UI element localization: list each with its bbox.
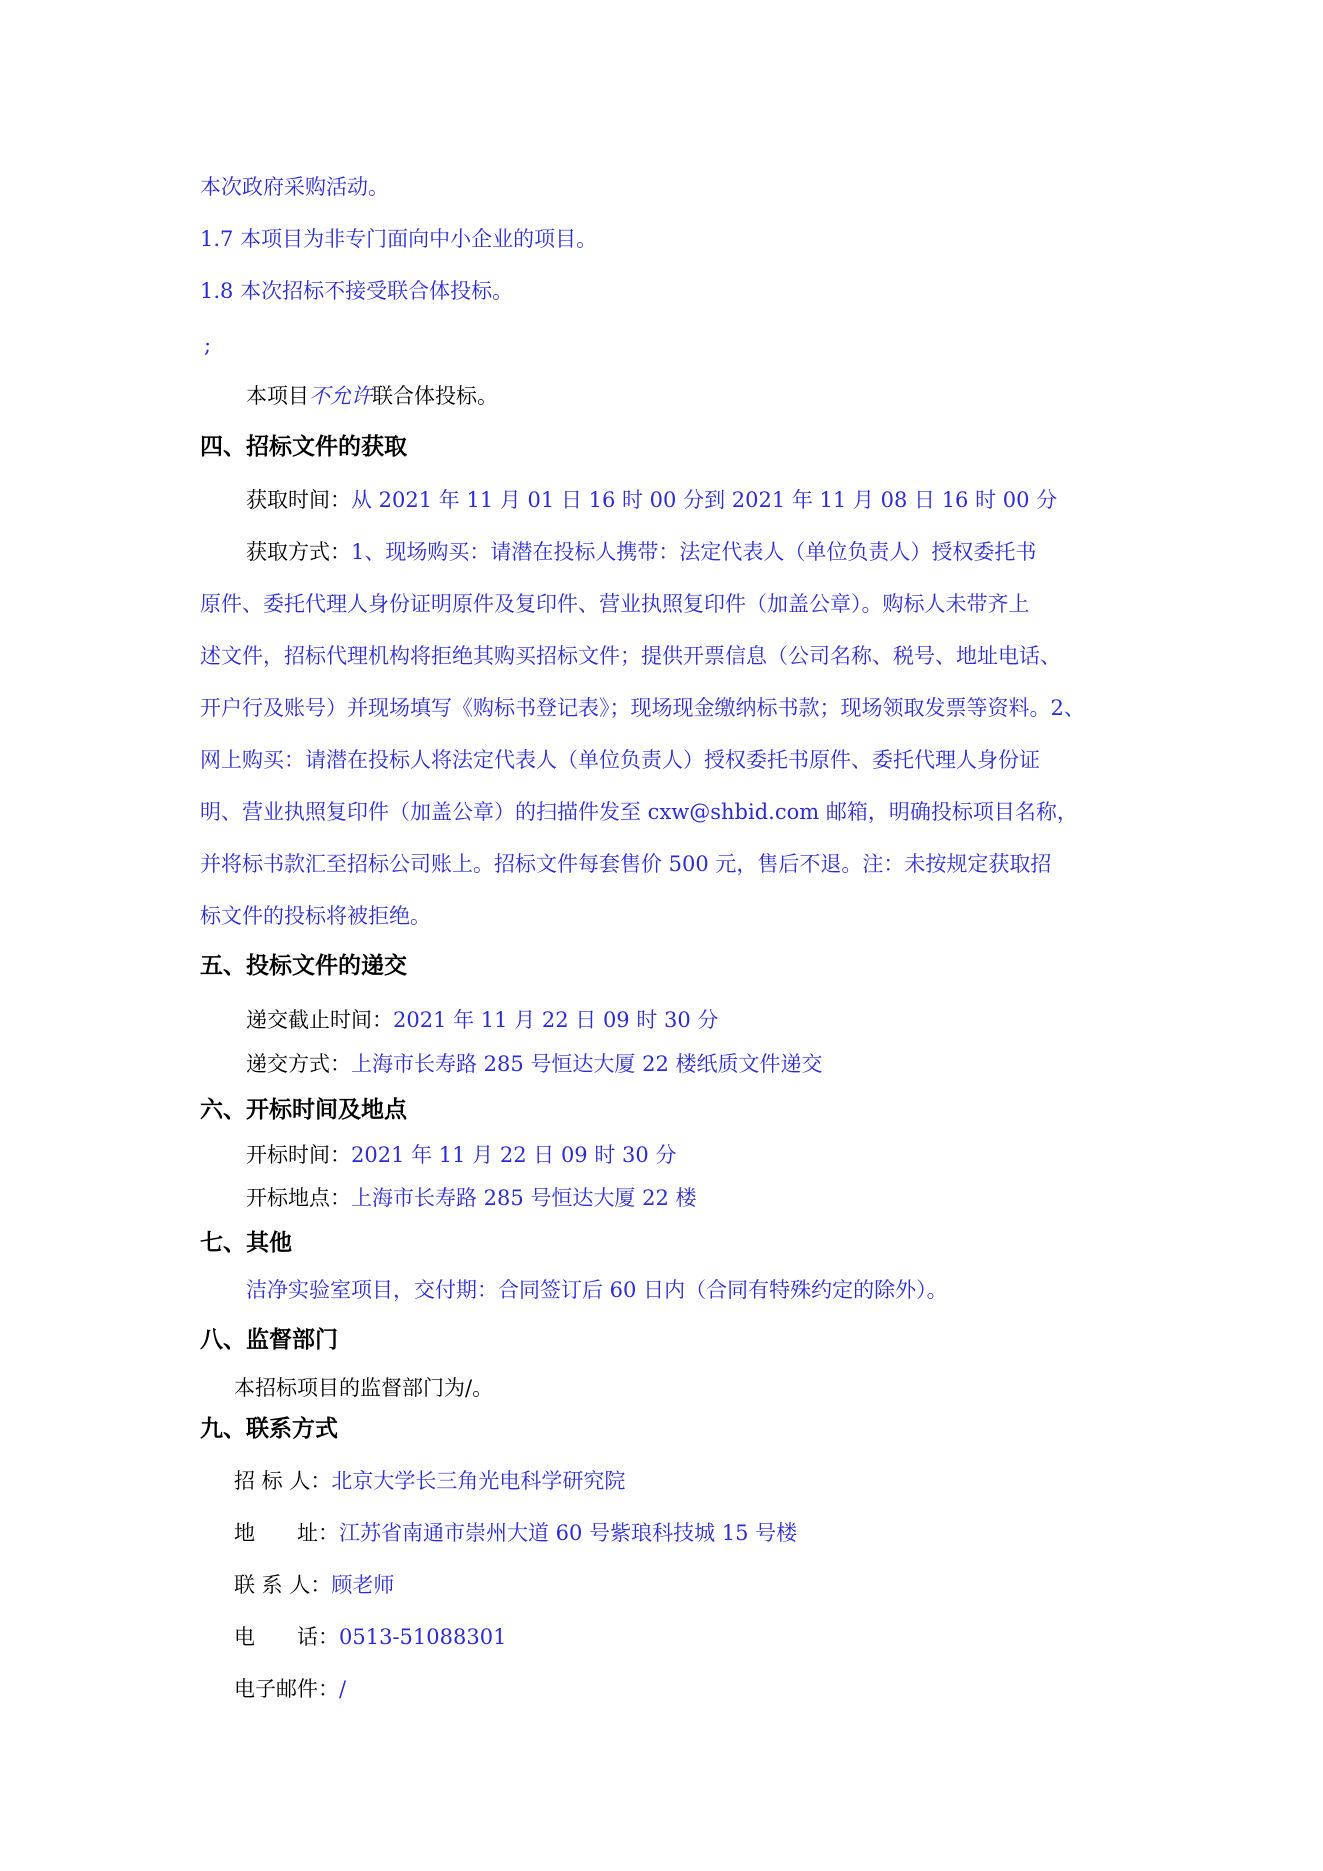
intro-line-2: 1.7 本项目为非专门面向中小企业的项目。	[200, 227, 598, 251]
consortium-statement	[246, 381, 498, 411]
submit-method	[246, 1049, 823, 1079]
opening-place-value: 上海市长寿路 285 号恒达大厦 22 楼	[351, 1186, 697, 1210]
contact-phone	[234, 1622, 506, 1652]
other-text: 洁净实验室项目，交付期：合同签订后 60 日内（合同有特殊约定的除外）。	[246, 1278, 948, 1302]
contact-person-value: 顾老师	[331, 1573, 395, 1597]
contact-address-value: 江苏省南通市崇州大道 60 号紫琅科技城 15 号楼	[339, 1521, 798, 1545]
section-9-title: 九、联系方式	[200, 1416, 338, 1442]
opening-time	[246, 1140, 676, 1170]
acquire-method-line-6: 明、营业执照复印件（加盖公章）的扫描件发至 cxw@shbid.com 邮箱，明确投标项目名称，	[200, 800, 1078, 824]
contact-phone-label: 电 话：	[234, 1625, 339, 1649]
section-8-title: 八、监督部门	[200, 1327, 338, 1353]
acquire-method-line-8: 标文件的投标将被拒绝。	[200, 904, 431, 928]
section-5-title: 五、投标文件的递交	[200, 953, 407, 979]
opening-time-value: 2021 年 11 月 22 日 09 时 30 分	[351, 1143, 677, 1167]
opening-place	[246, 1183, 697, 1213]
contact-tenderer	[234, 1466, 625, 1496]
contact-address	[234, 1518, 797, 1548]
contact-person	[234, 1570, 394, 1600]
section-7-title: 七、其他	[200, 1230, 292, 1256]
contact-phone-value: 0513-51088301	[339, 1625, 507, 1649]
consortium-value: 不允许	[309, 384, 372, 408]
contact-email-label: 电子邮件：	[234, 1677, 339, 1701]
section-4-title: 四、招标文件的获取	[200, 434, 407, 460]
submit-method-value: 上海市长寿路 285 号恒达大厦 22 楼纸质文件递交	[351, 1052, 823, 1076]
acquire-method-line-3: 述文件，招标代理机构将拒绝其购买招标文件；提供开票信息（公司名称、税号、地址电话、	[200, 644, 1061, 668]
submit-method-label: 递交方式：	[246, 1052, 351, 1076]
acquire-method-label: 获取方式：	[246, 540, 351, 564]
contact-email-value: /	[339, 1677, 347, 1701]
intro-line-1: 本次政府采购活动。	[200, 175, 389, 199]
opening-place-label: 开标地点：	[246, 1186, 351, 1210]
contact-email	[234, 1674, 346, 1704]
consortium-suffix: 联合体投标。	[372, 384, 498, 408]
section-6-title: 六、开标时间及地点	[200, 1097, 407, 1123]
acquire-method-line-4: 开户行及账号）并现场填写《购标书登记表》；现场现金缴纳标书款；现场领取发票等资料。2、	[200, 696, 1085, 720]
contact-address-label: 地 址：	[234, 1521, 339, 1545]
supervision-text: 本招标项目的监督部门为/。	[234, 1376, 494, 1400]
consortium-prefix: 本项目	[246, 384, 309, 408]
acquire-time-value: 从 2021 年 11 月 01 日 16 时 00 分到 2021 年 11 月 08 日 16 时 00 分	[351, 488, 1058, 512]
acquire-time	[246, 485, 1057, 515]
contact-tenderer-value: 北京大学长三角光电科学研究院	[331, 1469, 626, 1493]
acquire-method-line-2: 原件、委托代理人身份证明原件及复印件、营业执照复印件（加盖公章）。购标人未带齐上	[200, 592, 1030, 616]
submit-deadline-label: 递交截止时间：	[246, 1008, 393, 1032]
opening-time-label: 开标时间：	[246, 1143, 351, 1167]
acquire-method-line-7: 并将标书款汇至招标公司账上。招标文件每套售价 500 元，售后不退。注：未按规定获取招	[200, 852, 1052, 876]
acquire-time-label: 获取时间：	[246, 488, 351, 512]
acquire-method-line-5: 网上购买：请潜在投标人将法定代表人（单位负责人）授权委托书原件、委托代理人身份证	[200, 748, 1040, 772]
submit-deadline-value: 2021 年 11 月 22 日 09 时 30 分	[393, 1008, 719, 1032]
acquire-method-line-1	[246, 537, 1036, 567]
intro-line-4: ;	[204, 333, 212, 357]
submit-deadline	[246, 1005, 718, 1035]
acquire-method-text-1: 1、现场购买：请潜在投标人携带：法定代表人（单位负责人）授权委托书	[351, 540, 1037, 564]
contact-tenderer-label: 招 标 人：	[234, 1469, 332, 1493]
contact-person-label: 联 系 人：	[234, 1573, 332, 1597]
intro-line-3: 1.8 本次招标不接受联合体投标。	[200, 279, 514, 303]
